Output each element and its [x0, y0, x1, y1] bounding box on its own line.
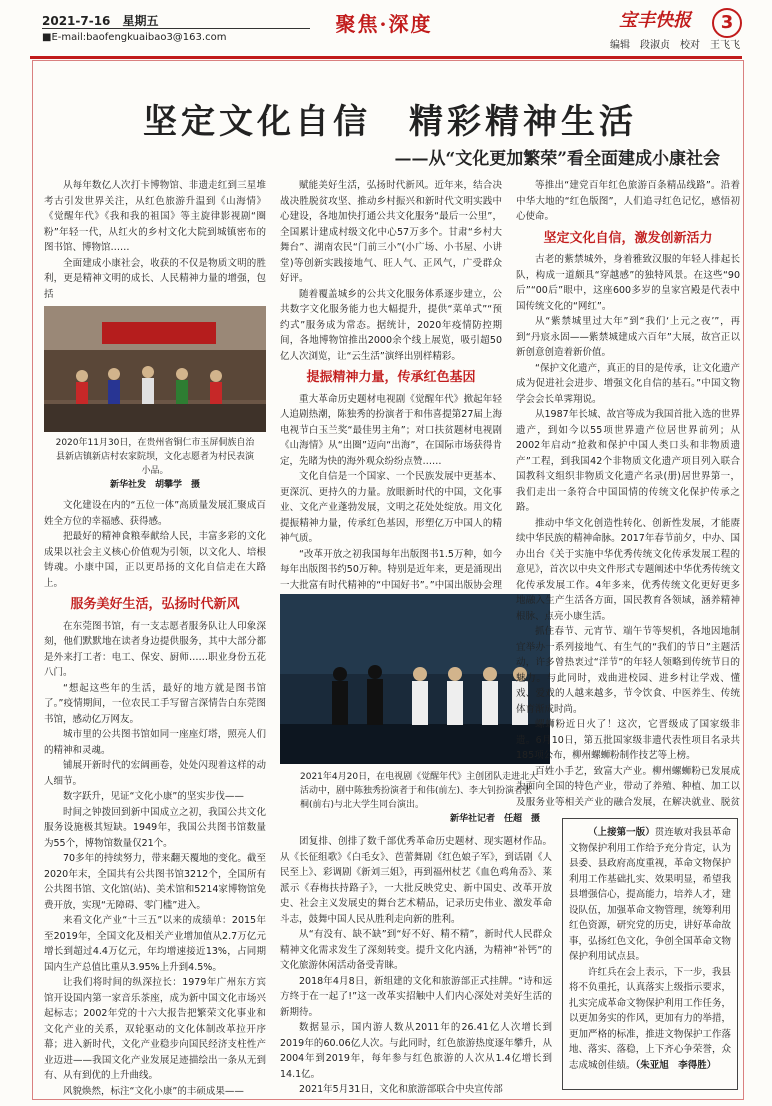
- subsection-title: 坚定文化自信，激发创新活力: [543, 230, 713, 246]
- paragraph: 文化自信是一个国家、一个民族发展中更基本、更深沉、更持久的力量。放眼新时代的中国，文化事业、文化产业蓬勃发展，文明之花处处绽放。用文化提振精神力量，传承红色基因，形塑亿万中国人的精神气质。: [280, 471, 502, 544]
- photo-credit: 新华社发 胡攀学 摄: [109, 480, 200, 490]
- editors-line: 编辑 段淑贞 校对 王飞飞: [610, 40, 740, 51]
- headline-title: 坚定文化自信 精彩精神生活: [143, 102, 637, 142]
- caption-text: 2020年11月30日，在贵州省铜仁市玉屏侗族自治县新店镇新店村农家院坝，文化志愿者为村民表演小品。: [55, 438, 255, 476]
- paragraph: 赋能美好生活，弘扬时代新风。近年来，结合决战决胜脱贫攻坚、推动乡村振兴和新时代文明实践中心建设，各地加快打通公共文化服务“最后一公里”，全国累计建成村级文化中心57万多个。甘肃“乡村大舞台”、湖南农民“门前三小”(小广场、小书屋、小讲堂)等创新实践接地气、旺人气、正风气，广受群众好评。: [280, 180, 502, 284]
- paragraph: 团复排、创排了数千部优秀革命历史题材、现实题材作品。从《长征组歌》《白毛女》、芭蕾舞剧《红色娘子军》，到话剧《人民至上》、彩调剧《新刘三姐》，再到福州杖艺《血色鸡角岙》、莱派示《春梅扶持路子》，一大批反映党史、新中国史、改革开放史、社会主义发展史的舞台艺术精品，记录历史伟业、激发革命斗志，鼓舞中国人民从胜利走向新的胜利。: [280, 836, 552, 925]
- headline-subtitle: ——从“文化更加繁荣”看全面建成小康社会: [394, 149, 720, 169]
- photo-rural-performance: [44, 306, 266, 432]
- photo-caption-1: [52, 436, 258, 492]
- paragraph: 把最好的精神食粮奉献给人民，丰富多彩的文化成果以社会主义核心价值观为引领，以文化人、培根铸魂。小康中国，正以更昂扬的文化自信走在大路上。: [44, 531, 266, 589]
- paragraph-text: 贯连敏对我县革命文物保护利用工作给予充分肯定，认为县委、县政府高度重视，革命文物保护利用工作基础扎实、效果明显，希望我县增强信心，提高能力，培养人才，建设队伍，加强革命文物管理，统筹利用红色资源，研究党的历史，讲好革命故事，弘扬红色文化，争创全国革命文物保护利用试点县。: [569, 827, 731, 962]
- paragraph: 文化建设在内的“五位一体”高质量发展汇聚成百姓全方位的幸福感、获得感。: [44, 500, 266, 527]
- caption-text: 2021年4月20日，在电视剧《觉醒年代》主创团队走进北大活动中，剧中陈独秀扮演者于和伟(前左)、李大钊扮演者张桐(前右)与北大学生同台演出。: [300, 772, 539, 810]
- section-title: 聚焦·深度: [335, 12, 433, 36]
- paragraph: “想起这些年的生活，最好的地方就是图书馆了。”疫情期间，一位农民工手写留言深情告白东莞图书馆，感动亿万网友。: [44, 682, 266, 725]
- paragraph: [569, 825, 731, 965]
- paragraph: 2021年5月31日，文化和旅游部联合中央宣传部: [299, 1084, 503, 1095]
- paragraph: 古老的紫禁城外，身着雅致汉服的年轻人排起长队，构成一道颇具“穿越感”的独特风景。在这些“90后”“00后”眼中，这座600多岁的皇家宫殿是代表中国传统文化的“网红”。: [516, 254, 740, 312]
- paragraph: 从每年数亿人次打卡博物馆、非遗走红到三星堆考古引发世界关注，从红色旅游升温到《山海情》《觉醒年代》《我和我的祖国》等主旋律影视剧“圈粉”年轻一代，从红火的乡村文化大院到城镇密布的图书馆、博物馆……: [44, 180, 266, 253]
- page-number: 3: [712, 8, 742, 38]
- paragraph: 数据显示，国内游人数从2011年的26.41亿人次增长到2019年的60.06亿人次。与此同时，红色旅游热度逐年攀升，从2004年到2019年，每年参与红色旅游的人次从1.4亿增长到14.1亿。: [280, 1022, 552, 1080]
- column-1-top: [44, 178, 266, 302]
- photo-stage-performance: [280, 594, 550, 764]
- paragraph: 螺蛳粉近日火了！这次，它晋级成了国家级非遗。6月10日，第五批国家级非遗代表性项目名录共185项公布，柳州螺蛳粉制作技艺等上榜。: [516, 719, 740, 761]
- continued-article-box: [562, 818, 738, 1090]
- paragraph: 风貌焕然，标注“文化小康”的丰硕成果——: [63, 1085, 244, 1097]
- paragraph: 数字跃升，见证“文化小康”的坚实步伐——: [63, 791, 244, 802]
- paragraph: 从“有没有、缺不缺”到“好不好、精不精”，新时代人民群众精神文化需求发生了深刻转变。提升文化内涵，为精神“补钙”的文化旅游休闲活动备受青睐。: [280, 929, 552, 971]
- paragraph: 时间之钟拨回到新中国成立之初，我国公共文化服务设施极其短缺。1949年，我国公共图书馆数量为55个，博物馆数量仅21个。: [44, 806, 266, 849]
- photo-caption-2: [300, 770, 540, 826]
- paragraph: “保护文化遗产，真正的目的是传承，让文化遗产成为促进社会进步、增强文化自信的基石。”中国文物学会会长单霁翔说。: [516, 362, 740, 405]
- paragraph: 重大革命历史题材电视剧《觉醒年代》掀起年轻人追剧热潮，陈独秀的扮演者于和伟喜提第27届上海电视节白玉兰奖“最佳男主角”；对口扶贫题材电视剧《山海情》从“出圈”迈向“出海”，在国际市场获得肯定，先睹为快的海外观众纷纷点赞……: [280, 393, 502, 467]
- paragraph: 2018年4月8日，新组建的文化和旅游部正式挂牌。“诗和远方终于在一起了!”这一改革实招触中人们内心深处对美好生活的新期待。: [280, 975, 552, 1018]
- continued-lead: （上接第一版）: [588, 827, 655, 838]
- paragraph: 从“紫禁城里过大年”到“我们‘上元之夜’”，再到“丹宸永固——紫禁城建成六百年”大展，故宫正以新创意创造着新价值。: [516, 316, 740, 358]
- paragraph: 铺展开新时代的宏阔画卷，处处闪现着这样的动人细节。: [44, 760, 266, 787]
- subsection-title: 服务美好生活，弘扬时代新风: [70, 597, 240, 612]
- paragraph: 城市里的公共图书馆如同一座座灯塔，照亮人们的精神和灵魂。: [44, 729, 266, 756]
- paragraph: 在东莞图书馆，有一支志愿者服务队让人印象深刻，他们默默地在读者身边提供服务，其中大部分都是外来打工者：电工、保安、厨师……职业身份五花八门。: [44, 620, 266, 678]
- email-line: ■E-mail:baofengkuaibao3@163.com: [42, 32, 227, 43]
- column-2-bottom: [280, 834, 552, 1098]
- paragraph: 全面建成小康社会，收获的不仅是物质文明的胜利，更是精神文明的成长、人民精神力量的增强，包括: [44, 257, 266, 300]
- column-1-bottom: [44, 498, 266, 1098]
- paragraph: 来看文化产业“十三五”以来的成绩单：2015年至2019年，全国文化及相关产业增加值从2.7万亿元增长到超过4.4万亿元，年均增速接近13%，占同期国内生产总值比重从3.95%上升到4.5%。: [44, 915, 266, 973]
- paragraph: 等推出“建党百年红色旅游百条精品线路”。沿着中华大地的“红色版图”，人们追寻红色记忆，感悟初心使命。: [516, 180, 740, 222]
- paragraph: [569, 965, 731, 1074]
- paragraph: 70多年的持续努力，带来翻天覆地的变化。截至2020年末，全国共有公共图书馆3212个，全国所有公共图书馆、文化馆(站)、美术馆和5214家博物馆免费开放，实现“无障碍、零门槛”进入。: [44, 853, 266, 911]
- photo-credit: 新华社记者 任超 摄: [449, 814, 540, 824]
- paragraph: 从1987年长城、故宫等成为我国首批入选的世界遗产，到如今以55项世界遗产位居世界前列；从2002年启动“抢救和保护中国人类口头和非物质遗产”工程，到我国42个非物质文化遗产项目列入联合国教科文组织非物质文化遗产名录(册)居世界第一，我们走出一条符合中国国情的传统文化保护传承之路。: [516, 409, 740, 513]
- paragraph-text: 许红兵在会上表示，下一步，我县将不负重托，认真落实上级指示要求，扎实完成革命文物保护利用工作任务，以更加务实的作风，更加有力的举措，更加严格的标准，推进文物保护工作落地、落实、落稳，上下齐心争荣誉，众志成城创佳绩。: [569, 966, 731, 1071]
- paragraph: 百姓小手艺，致富大产业。柳州螺蛳粉已发展成为面向全国的特色产业，带动了养殖、种植、加工以及服务业等相关产业的融合发展，在解决就业、脱贫: [516, 765, 740, 808]
- paragraph: 随着覆盖城乡的公共文化服务体系逐步建立，公共数字文化服务能力也大幅提升，提供“菜单式”“预约式”服务成为常态。据统计，2020年疫情防控期间，各地博物馆推出2000余个线上展览，吸引超50亿人次浏览，让“云生活”演绎出别样精彩。: [280, 288, 502, 362]
- paragraph: “改革开放之初我国每年出版图书1.5万种，如今每年出版图书约50万种。特别是近年来，更是涌现出一大批富有时代精神的“中国好书”。”中国出版协会理: [280, 548, 502, 591]
- newspaper-logo: 宝丰快报: [619, 10, 691, 31]
- issue-date: 2021-7-16 星期五: [42, 14, 159, 28]
- header-rule: [42, 28, 310, 29]
- continued-credit: （朱亚旭 李得胜）: [635, 1059, 717, 1071]
- column-3: [516, 178, 740, 808]
- paragraph: 让我们将时间的纵深拉长：1979年广州东方宾馆开设国内第一家音乐茶座，成为新中国文化市场兴起标志；2002年党的十六大报告把繁荣文化事业和文化产业的关系，双轮驱动的文化体制改革拉开序幕；进入新时代，文化产业稳步向国民经济支柱性产业迈进——我国文化产业发展足迹描绘出一条从无到有、从有到优的上升曲线。: [44, 977, 266, 1081]
- header-divider: [30, 56, 742, 59]
- subsection-title: 提振精神力量，传承红色基因: [306, 370, 476, 385]
- paragraph: 推动中华文化创造性转化、创新性发展，才能赓续中华民族的精神命脉。2017年春节前夕，中办、国办出台《关于实施中华优秀传统文化传承发展工程的意见》，首次以中央文件形式专题阐述中华优秀传统文化传承发展工作。4年多来，优秀传统文化更好更多地融入生产生活各方面，国民教育各领域，涵养精神根脉、点亮小康生活。: [516, 517, 740, 622]
- paragraph: 抓住春节、元宵节、端午节等契机，各地因地制宜举办一系列接地气、有生气的“我们的节日”主题活动，许多曾热衷过“洋节”的年轻人领略到传统节日的魅力。与此同时，戏曲进校园、进乡村让学戏、懂戏、爱戏的人越来越多，节令饮食、中医养生、传统体育渐成时尚。: [516, 626, 740, 715]
